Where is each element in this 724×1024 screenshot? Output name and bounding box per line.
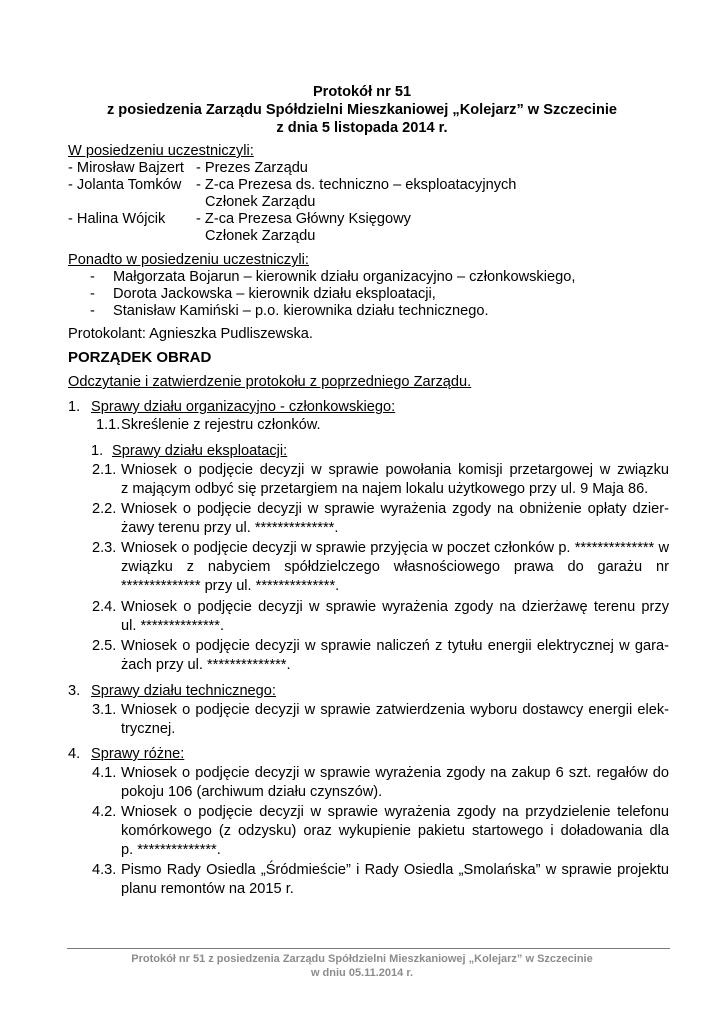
agenda-item-line: planu remontów na 2015 r. (121, 881, 294, 897)
agenda-item-line: komórkowego (z odzysku) oraz wykupienie pakietu startowego i doładowania dla (121, 823, 669, 839)
item-number: 2.5. (92, 638, 117, 654)
recorder: Protokolant: Agnieszka Pudliszewska. (68, 326, 313, 342)
doc-date: z dnia 5 listopada 2014 r. (276, 120, 448, 136)
item-number: 2.2. (92, 501, 117, 517)
list-item: Dorota Jackowska – kierownik działu eksploatacji, (113, 286, 436, 302)
agenda-item-line: związku z nabyciem spółdzielczego własnościowego prawa do garażu nr (121, 559, 669, 575)
participant-role: Członek Zarządu (205, 194, 316, 210)
agenda-item: Skreślenie z rejestru członków. (121, 417, 321, 433)
agenda-item-line: Wniosek o podjęcie decyzji w sprawie wyrażenia zgody na przydzielenie telefonu (121, 804, 669, 820)
item-number: 4.3. (92, 862, 117, 878)
doc-title: Protokół nr 51 (312, 84, 412, 100)
list-dash: - (90, 269, 95, 285)
section-title: Sprawy różne: (91, 746, 185, 762)
agenda-item-line: Wniosek o podjęcie decyzji w sprawie wyrażenia zgody na obniżenie opłaty dzier- (121, 501, 669, 517)
agenda-item-line: p. **************. (121, 842, 221, 858)
item-number: 3.1. (92, 702, 117, 718)
item-number: 2.1. (92, 462, 117, 478)
participant-role: - Z-ca Prezesa Główny Księgowy (196, 211, 411, 227)
agenda-item-line: żawy terenu przy ul. **************. (121, 520, 339, 536)
item-number: 4.1. (92, 765, 117, 781)
agenda-item-line: żach przy ul. **************. (121, 657, 291, 673)
participant-name: - Halina Wójcik (68, 211, 166, 227)
list-item: Małgorzata Bojarun – kierownik działu organizacyjno – członkowskiego, (113, 269, 576, 285)
section-number: 4. (68, 746, 81, 762)
item-number: 1.1. (96, 417, 121, 433)
agenda-item-line: ************** przy ul. **************. (121, 578, 340, 594)
agenda-item-line: Wniosek o podjęcie decyzji w sprawie naliczeń z tytułu energii elektrycznej w gara- (121, 638, 669, 654)
agenda-title: PORZĄDEK OBRAD (68, 349, 212, 366)
footer-line: Protokół nr 51 z posiedzenia Zarządu Spółdzielni Mieszkaniowej „Kolejarz” w Szczecinie (131, 953, 593, 965)
list-dash: - (90, 286, 95, 302)
additional-heading: Ponadto w posiedzeniu uczestniczyli: (68, 252, 309, 268)
footer-divider (67, 948, 670, 949)
agenda-item-line: Pismo Rady Osiedla „Śródmieście” i Rady Osiedla „Smolańska” w sprawie projektu (121, 862, 669, 878)
agenda-item-line: trycznej. (121, 721, 176, 737)
section-title: Sprawy działu eksploatacji: (112, 443, 288, 459)
participant-name: - Mirosław Bajzert (68, 160, 184, 176)
participants-heading: W posiedzeniu uczestniczyli: (68, 143, 254, 159)
agenda-item-line: pokoju 106 (archiwum działu czynszów). (121, 784, 383, 800)
agenda-item-line: z mającym odbyć się przetargiem na najem lokalu użytkowego przy ul. 9 Maja 86. (121, 481, 649, 497)
section-title: Sprawy działu organizacyjno - członkowskiego: (91, 399, 396, 415)
agenda-item-line: Wniosek o podjęcie decyzji w sprawie przyjęcia w poczet członków p. ************** w (121, 540, 669, 556)
list-dash: - (90, 303, 95, 319)
footer-line: w dniu 05.11.2014 r. (310, 967, 414, 979)
item-number: 2.3. (92, 540, 117, 556)
participant-name: - Jolanta Tomków (68, 177, 182, 193)
item-number: 4.2. (92, 804, 117, 820)
section-number: 3. (68, 683, 81, 699)
item-number: 2.4. (92, 599, 117, 615)
agenda-item-line: Wniosek o podjęcie decyzji w sprawie wyrażenia zgody na zakup 6 szt. regałów do (121, 765, 669, 781)
agenda-item-line: ul. **************. (121, 618, 225, 634)
agenda-intro: Odczytanie i zatwierdzenie protokołu z poprzedniego Zarządu. (68, 374, 472, 390)
section-title: Sprawy działu technicznego: (91, 683, 276, 699)
list-item: Stanisław Kamiński – p.o. kierownika działu technicznego. (113, 303, 489, 319)
section-number: 1. (68, 399, 81, 415)
participant-role: Członek Zarządu (205, 228, 316, 244)
participant-role: - Z-ca Prezesa ds. techniczno – eksploatacyjnych (196, 177, 517, 193)
agenda-item-line: Wniosek o podjęcie decyzji w sprawie zatwierdzenia wyboru dostawcy energii elek- (121, 702, 669, 718)
agenda-item-line: Wniosek o podjęcie decyzji w sprawie powołania komisji przetargowej w związku (121, 462, 669, 478)
section-number: 1. (91, 443, 104, 459)
participant-role: - Prezes Zarządu (196, 160, 308, 176)
doc-subtitle: z posiedzenia Zarządu Spółdzielni Mieszkaniowej „Kolejarz” w Szczecinie (106, 102, 618, 118)
agenda-item-line: Wniosek o podjęcie decyzji w sprawie wyrażenia zgody na dzierżawę terenu przy (121, 599, 669, 615)
